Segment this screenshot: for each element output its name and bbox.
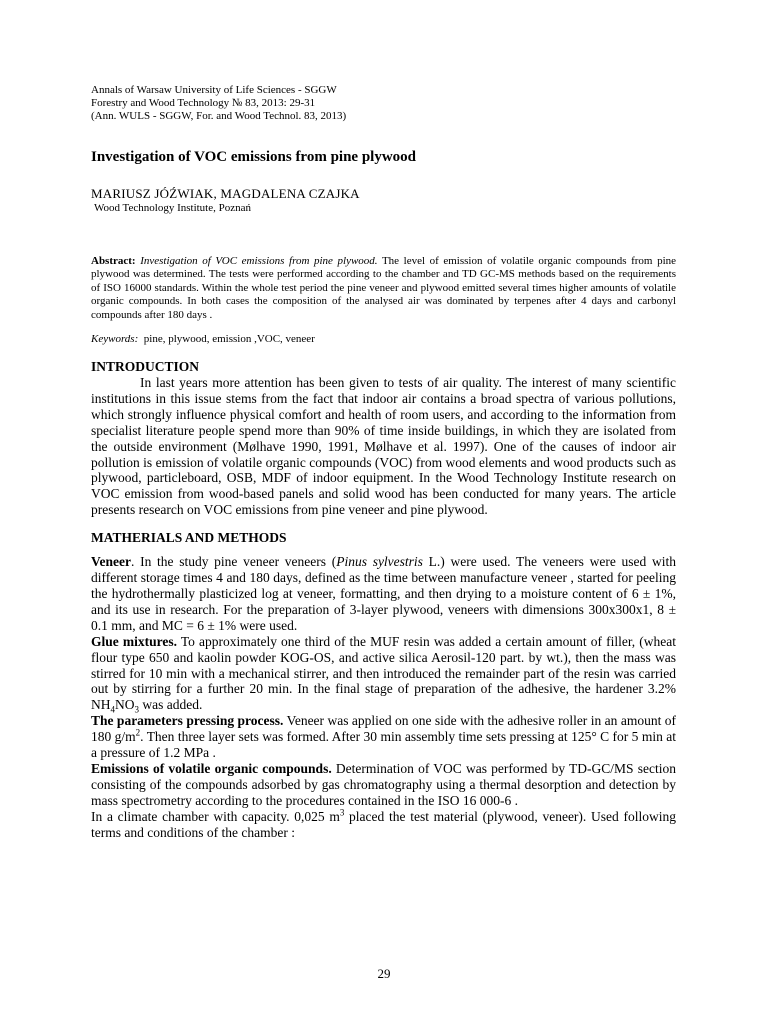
journal-name: Annals of Warsaw University of Life Sciences - SGGW [91,84,337,96]
introduction-heading: INTRODUCTION [91,359,200,375]
authors: MARIUSZ JÓŹWIAK, MAGDALENA CZAJKA [91,186,360,201]
abstract-text: The level of emission of volatile organic compounds from pine plywood was determined. The tests were performed according to the chamber and TD GC-MS methods based on the requirements of ISO 16000 standards. Within the whole test period the pine veneer and plywood emitted several times higher amounts of volatile organic compounds. In both cases the composition of the analysed air was dominated by terpenes after 4 days and carbonyl compounds after 180 days . [91,255,677,321]
abstract [91,255,676,322]
abstract-title: Investigation of VOC emissions from pine plywood. [140,255,378,267]
emissions-paragraph [91,761,676,809]
veneer-paragraph [91,554,676,634]
pressing-text-1: Veneer was applied on one side with the adhesive roller in an amount of 180 g/m [91,713,676,745]
pressing-label: The parameters pressing process. [91,713,284,729]
journal-issue: Forestry and Wood Technology № 83, 2013: 29-31 [91,97,316,109]
page-number: 29 [377,966,391,981]
abstract-label: Abstract: [91,255,136,267]
pressing-paragraph [91,713,676,761]
veneer-text-1: . In the study pine veneer veneers ( [131,554,337,570]
emissions-text: Determination of VOC was performed by TD-GC/MS section consisting of the compounds adsorbed by gas chromatography using a thermal desorption and detection by mass spectrometry according to the procedures contained in the ISO 16 000-6 . [91,760,676,808]
affiliation: Wood Technology Institute, Poznań [94,202,252,214]
chamber-text-2: placed the test material (plywood, veneer). Used following terms and conditions of the chamber : [91,808,676,840]
keywords [91,333,676,346]
pressing-text-2: . Then three layer sets was formed. After 30 min assembly time sets pressing at 125° C for 5 min at a pressure of 1.2 MPa . [91,729,676,761]
paper-title: Investigation of VOC emissions from pine plywood [91,149,417,165]
chamber-superscript: 3 [339,807,345,818]
journal-header [91,84,676,123]
glue-subscript-2: 3 [134,705,139,716]
journal-abbreviation: (Ann. WULS - SGGW, For. and Wood Technol. 83, 2013) [91,110,347,122]
pressing-superscript: 2 [135,727,141,738]
glue-subscript-1: 4 [110,705,115,716]
keywords-label: Keywords: [91,333,139,346]
veneer-species: Pinus sylvestris [336,554,423,570]
veneer-label: Veneer [91,554,131,570]
glue-end: was added. [139,697,203,713]
glue-label: Glue mixtures. [91,633,177,649]
veneer-text-2: L.) were used. The veneers were used with different storage times 4 and 180 days, defined as the time between manufacture veneer , started for peeling the hydrothermally plasticized log at veneer, formatting, and then drying to a moisture content of 6 ± 1%, and its use in research. For the preparation of 3-layer plywood, veneers with dimensions 300x300x1, 8 ± 0.1 mm, and MC = 6 ± 1% were used. [91,554,676,633]
chamber-paragraph [91,809,676,841]
glue-mid: NO [115,697,135,713]
chamber-text-1: In a climate chamber with capacity. 0,025 m [91,808,340,824]
methods-heading: MATHERIALS AND METHODS [91,530,287,546]
methods-section [91,554,676,840]
glue-text: To approximately one third of the MUF resin was added a certain amount of filler, (wheat flour type 650 and kaolin powder KOG-OS, and active silica Aerosil-120 part. by wt.), then the mass was stirred for 10 min with a mechanical stirrer, and then introduced the remainder part of the resin was carried out by stirring for a further 20 min. In the final stage of preparation of the adhesive, the hardener 3.2% NH [91,633,676,713]
emissions-label: Emissions of volatile organic compounds. [91,760,332,776]
glue-paragraph [91,634,676,714]
keywords-text: pine, plywood, emission ,VOC, veneer [143,333,315,346]
paper-page [91,84,676,841]
introduction-paragraph: In last years more attention has been given to tests of air quality. The interest of many scientific institutions in this issue stems from the fact that indoor air contains a broad spectra of various pollutions, which strongly influence physical comfort and health of room users, and according to the information from specialist literature people spend more than 90% of time inside buildings, in which they are isolated from the outside environment (Mølhave 1990, 1991, Mølhave et al. 1997). One of the causes of indoor air pollution is emission of volatile organic compounds (VOC) from wood elements and wood products such as plywood, particleboard, OSB, MDF of indoor equipment. In the Wood Technology Institute research on VOC emission from wood-based panels and solid wood has been conducted for many years. The article presents research on VOC emissions from pine veneer and pine plywood. [91,375,676,518]
